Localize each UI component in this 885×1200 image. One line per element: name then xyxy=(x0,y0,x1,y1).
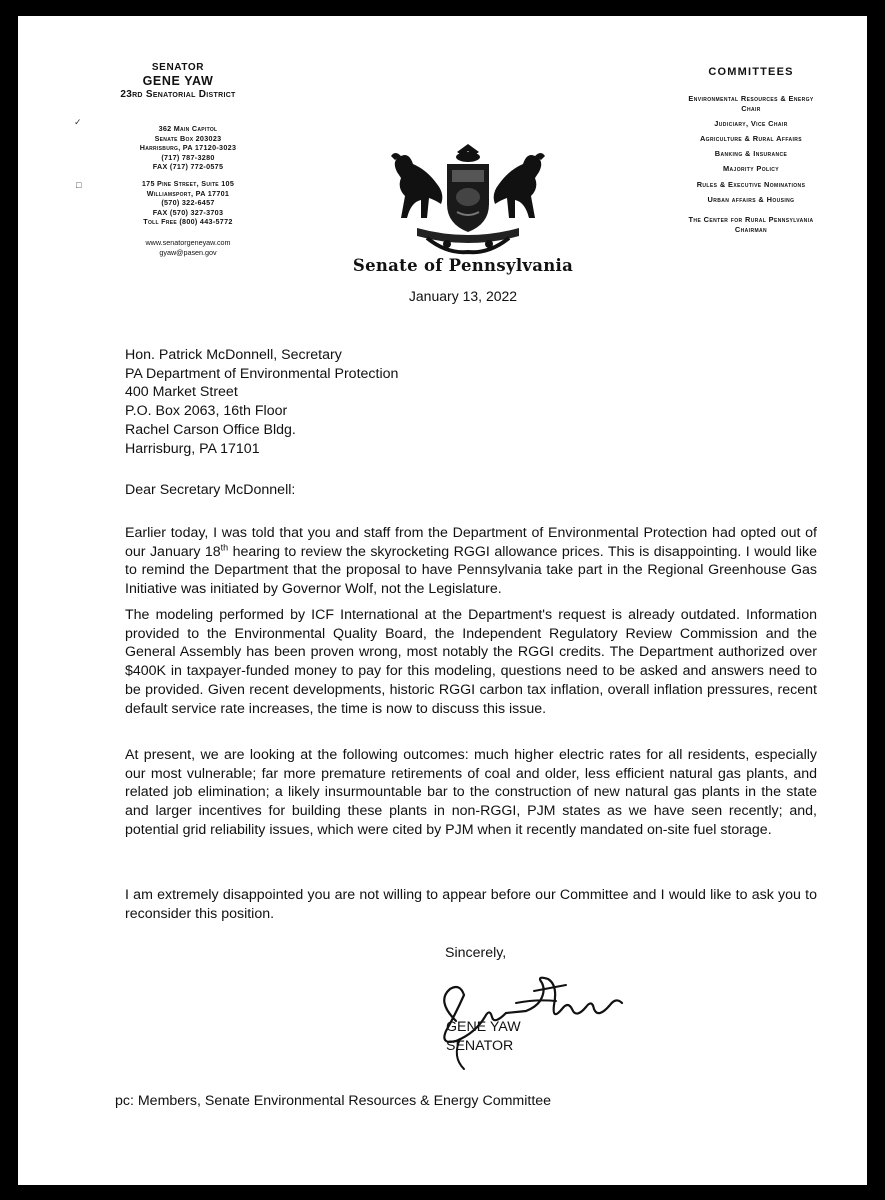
recipient-line: Harrisburg, PA 17101 xyxy=(125,440,260,457)
senator-name: GENE YAW xyxy=(142,74,214,88)
senator-header xyxy=(78,62,278,100)
committee-item: Environmental Resources & Energy Chair xyxy=(688,94,814,113)
committee-item: The Center for Rural Pennsylvania Chairman xyxy=(688,215,814,234)
body-paragraph-2: The modeling performed by ICF International at the Department's request is already outdated. Information provided to the Environmental Quality Board, the Independent Regulatory Review Commission and the General Assembly has been proven wrong, most notably the RGGI credits. The Department authorized over $400K in taxpayer-funded money to pay for this modeling, questions need to be asked and answers need to be provided. Given recent developments, historic RGGI carbon tax inflation, overall inflation pressures, recent default service rate increases, the time is now to discuss this issue. xyxy=(125,607,817,717)
senate-name: Senate of Pennsylvania xyxy=(352,256,574,275)
letter-page xyxy=(18,16,867,1185)
committee-item: Agriculture & Rural Affairs xyxy=(699,133,803,143)
capitol-address-icon: ✓ xyxy=(74,117,82,127)
recipient-line: Rachel Carson Office Bldg. xyxy=(125,421,296,438)
signer-name: GENE YAW xyxy=(446,1019,521,1035)
committee-item: Majority Policy xyxy=(722,164,780,174)
closing: Sincerely, xyxy=(445,945,507,961)
letter-date: January 13, 2022 xyxy=(408,288,518,304)
contact-web xyxy=(108,238,268,258)
district-address-icon: □ xyxy=(76,180,82,190)
email-link[interactable]: gyaw@pasen.gov xyxy=(159,248,217,257)
signature-block xyxy=(446,1018,521,1055)
committee-item: Urban affairs & Housing xyxy=(707,194,795,204)
recipient-line: 400 Market Street xyxy=(125,384,238,401)
recipient-line: Hon. Patrick McDonnell, Secretary xyxy=(125,347,342,363)
district-address: 175 Pine Street, Suite 105 Williamsport, PA 17701 (570) 322-6457 FAX (570) 327-3703 Toll Free (800) 443-5772 xyxy=(141,179,235,227)
senatorial-district: 23rd Senatorial District xyxy=(120,89,236,100)
recipient-line: PA Department of Environmental Protection xyxy=(125,365,399,382)
senator-title: SENATOR xyxy=(151,62,205,73)
committees-title: COMMITTEES xyxy=(708,66,794,78)
cc-line: pc: Members, Senate Environmental Resources & Energy Committee xyxy=(115,1093,552,1109)
committees-list xyxy=(646,66,856,240)
salutation: Dear Secretary McDonnell: xyxy=(125,482,296,498)
committee-item: Banking & Insurance xyxy=(714,149,788,159)
committee-item: Judiciary, Vice Chair xyxy=(714,118,788,128)
capitol-address: 362 Main Capitol Senate Box 203023 Harrisburg, PA 17120-3023 (717) 787-3280 FAX (717) 772-0575 xyxy=(139,124,237,172)
body-paragraph-1: Earlier today, I was told that you and staff from the Department of Environmental Protection had opted out of our January 18th hearing to review the skyrocketing RGGI allowance prices. This is disappointing. I would like to remind the Department that the proposal to have Pennsylvania take part in the Regional Greenhouse Gas Initiative was initiated by Governor Wolf, not the Legislature. xyxy=(125,525,817,598)
pennsylvania-seal-icon xyxy=(387,142,549,256)
committee-item: Rules & Executive Nominations xyxy=(696,179,806,189)
recipient-address xyxy=(125,346,398,458)
signer-title: SENATOR xyxy=(446,1037,514,1054)
recipient-line: P.O. Box 2063, 16th Floor xyxy=(125,403,288,420)
body-paragraph-4: I am extremely disappointed you are not willing to appear before our Committee and I would like to ask you to reconsider this position. xyxy=(125,887,817,922)
body-paragraph-3: At present, we are looking at the following outcomes: much higher electric rates for all residents, especially our most vulnerable; far more premature retirements of coal and older, less efficient natural gas plants, and related job elimination; a likely insurmountable bar to the construction of new natural gas plants in the state and larger incentives for building these plants in non-RGGI, PJM states as we have seen recently; and, potential grid reliability issues, which were cited by PJM when it recently mandated on-site fuel storage. xyxy=(125,747,817,838)
website-link[interactable]: www.senatorgeneyaw.com xyxy=(145,238,231,247)
